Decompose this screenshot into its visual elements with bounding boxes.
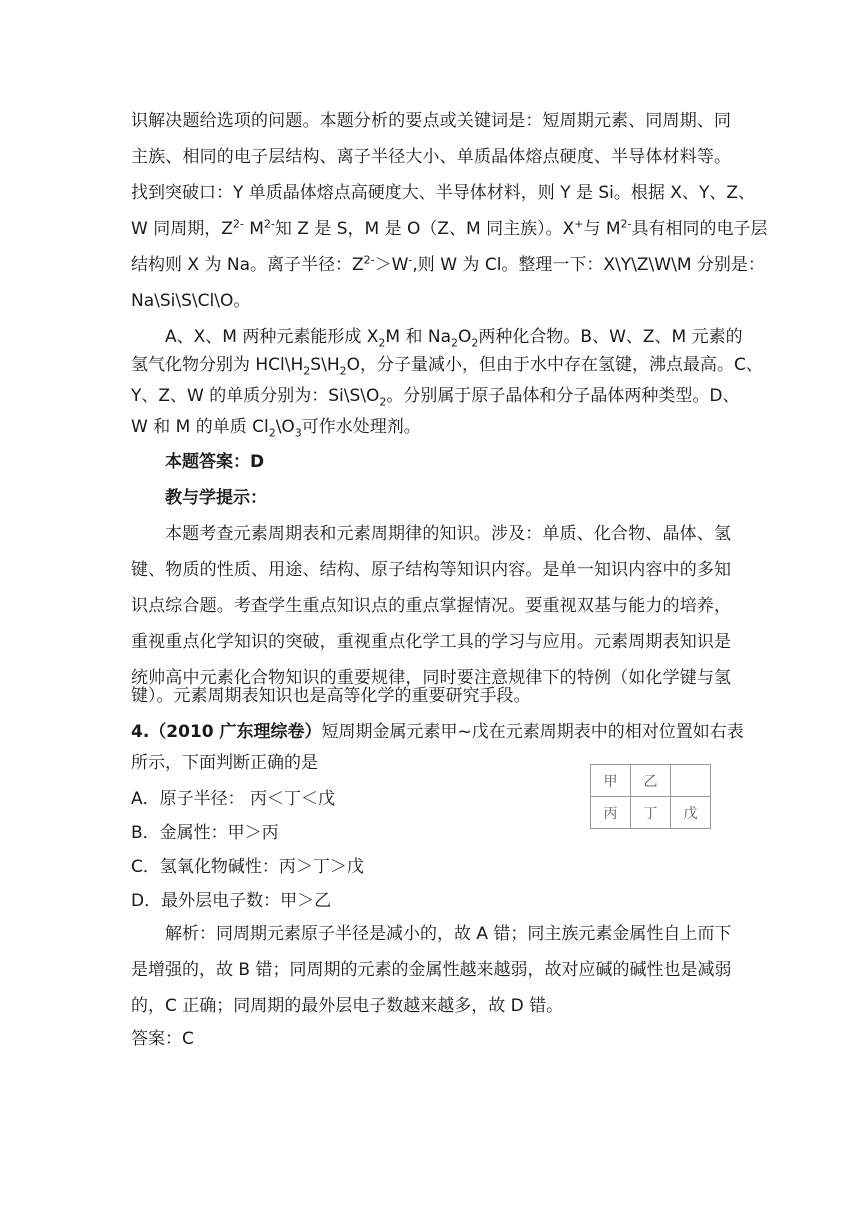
option-a: A．原子半径： 丙＜丁＜戊: [131, 789, 336, 809]
table-cell: 乙: [631, 765, 671, 797]
analysis-line: 的，C 正确；同周期的最外层电子数越来越多，故 D 错。: [131, 996, 564, 1016]
text-line: 重视重点化学知识的突破，重视重点化学工具的学习与应用。元素周期表知识是: [131, 632, 731, 652]
text-line: 主族、相同的电子层结构、离子半径大小、单质晶体熔点硬度、半导体材料等。: [131, 147, 731, 167]
table-cell: 甲: [591, 765, 631, 797]
table-cell: 戊: [671, 797, 711, 829]
option-c: C．氢氧化物碱性：丙＞丁＞戊: [131, 857, 364, 877]
periodic-table-excerpt: [590, 764, 711, 829]
text-line: 识点综合题。考查学生重点知识点的重点掌握情况。要重视双基与能力的培养，: [131, 596, 731, 616]
text-line: Na\Si\S\Cl\O。: [131, 291, 251, 311]
answer-line: 答案：C: [131, 1029, 194, 1049]
text-line: W 和 M 的单质 $Cl_2\backslash O_3$可作水处理剂。: [131, 417, 421, 440]
question-stem: 所示，下面判断正确的是: [131, 753, 318, 773]
table-cell: 丁: [631, 797, 671, 829]
text-line: 本题考查元素周期表和元素周期律的知识。涉及：单质、化合物、晶体、氢: [165, 524, 731, 544]
text-line: W 同周期，$Z^{2-}$ $M^{2-}$知 Z 是 S，M 是 O（Z、M 同主族）。X+与 $M^{2-}$具有相同的电子层: [131, 217, 768, 239]
text-line: A、X、M 两种元素能形成 $X_2M$ 和 $Na_2O_2$两种化合物。B、W、Z、M 元素的: [165, 327, 743, 350]
text-line: 键）。元素周期表知识也是高等化学的重要研究手段。: [131, 686, 531, 706]
option-b: B．金属性：甲＞丙: [131, 823, 279, 843]
text-line: 结构则 X 为 Na。离子半径：$Z^{2-}>W^-$,则 W 为 Cl。整理一下：X\Y\Z\W\M 分别是：: [131, 253, 765, 275]
option-d: D．最外层电子数：甲＞乙: [131, 891, 332, 911]
table-cell: 丙: [591, 797, 631, 829]
question-source: （2010 广东理综卷）: [149, 722, 322, 742]
text-line: 找到突破口：Y 单质晶体熔点高硬度大、半导体材料，则 Y 是 Si。根据 X、Y、Z、: [131, 183, 755, 203]
analysis-line: 解析：同周期元素原子半径是减小的，故 A 错；同主族元素金属性自上而下: [165, 924, 732, 944]
question-number: 4.: [131, 722, 150, 742]
text-line: Y、Z、W 的单质分别为：$Si\backslash S\backslash O_2$。分别属于原子晶体和分子晶体两种类型。D、: [131, 386, 740, 409]
text-line: 识解决题给选项的问题。本题分析的要点或关键词是：短周期元素、同周期、同: [131, 111, 731, 131]
answer-line: 本题答案：D: [165, 452, 265, 472]
section-heading: 教与学提示：: [165, 488, 267, 508]
question-stem: 4.（2010 广东理综卷）短周期金属元素甲~戊在元素周期表中的相对位置如右表: [131, 722, 744, 742]
analysis-line: 是增强的，故 B 错；同周期的元素的金属性越来越弱，故对应碱的碱性也是减弱: [131, 960, 732, 980]
text-line: 键、物质的性质、用途、结构、原子结构等知识内容。是单一知识内容中的多知: [131, 560, 731, 580]
text-line: 氢气化物分别为 $HCl\backslash H_2S\backslash H_2O$，分子量减小，但由于水中存在氢键，沸点最高。C、: [131, 355, 763, 378]
text-line: 统帅高中元素化合物知识的重要规律，同时要注意规律下的特例（如化学键与氢: [131, 668, 731, 688]
table-cell: [671, 765, 711, 797]
